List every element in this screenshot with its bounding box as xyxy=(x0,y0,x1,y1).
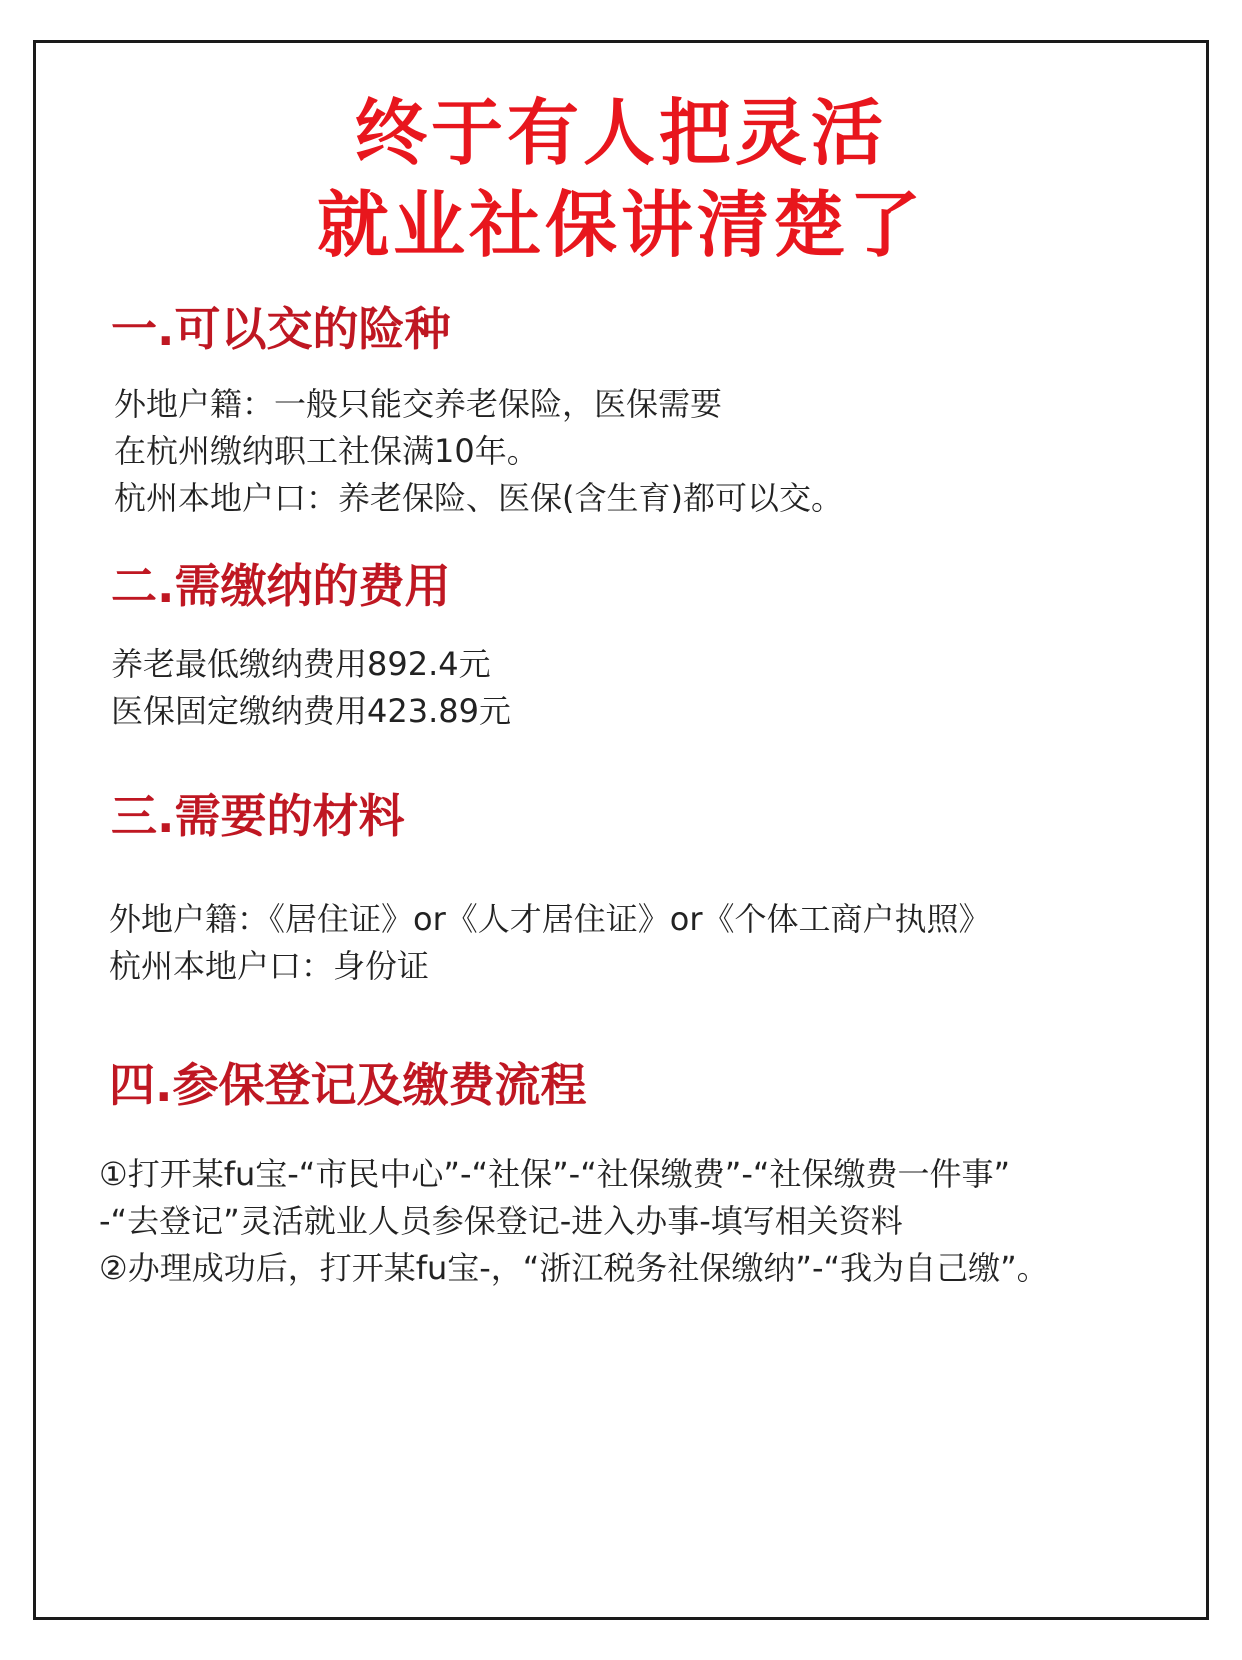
section-heading-materials: 三.需要的材料 xyxy=(111,789,405,843)
page-title-line-2: 就业社保讲清楚了 xyxy=(316,183,925,267)
section-heading-process: 四.参保登记及缴费流程 xyxy=(109,1058,587,1112)
section-heading-insurance-types: 一.可以交的险种 xyxy=(111,302,451,356)
body-line: ②办理成功后，打开某fu宝-，“浙江税务社保缴纳”-“我为自己缴”。 xyxy=(99,1249,1049,1287)
section-heading-fees: 二.需缴纳的费用 xyxy=(111,559,451,613)
section-body-materials xyxy=(109,896,990,990)
section-body-process xyxy=(99,1151,1049,1292)
body-line: ①打开某fu宝-“市民中心”-“社保”-“社保缴费”-“社保缴费一件事” xyxy=(99,1155,1011,1193)
body-line: 外地户籍：《居住证》or《人才居住证》or《个体工商户执照》 xyxy=(109,900,991,938)
body-line: 杭州本地户口：身份证 xyxy=(109,947,430,985)
page-title xyxy=(36,87,1206,271)
section-body-insurance-types xyxy=(114,381,843,522)
body-line: -“去登记”灵活就业人员参保登记-进入办事-填写相关资料 xyxy=(99,1202,903,1240)
body-line: 医保固定缴纳费用423.89元 xyxy=(111,692,511,730)
body-line: 养老最低缴纳费用892.4元 xyxy=(111,645,491,683)
body-line: 在杭州缴纳职工社保满10年。 xyxy=(114,432,539,470)
body-line: 外地户籍：一般只能交养老保险，医保需要 xyxy=(114,385,723,423)
body-line: 杭州本地户口：养老保险、医保(含生育)都可以交。 xyxy=(114,479,843,517)
page-frame xyxy=(33,40,1209,1620)
page-title-line-1: 终于有人把灵活 xyxy=(354,91,887,175)
section-body-fees xyxy=(111,641,511,735)
